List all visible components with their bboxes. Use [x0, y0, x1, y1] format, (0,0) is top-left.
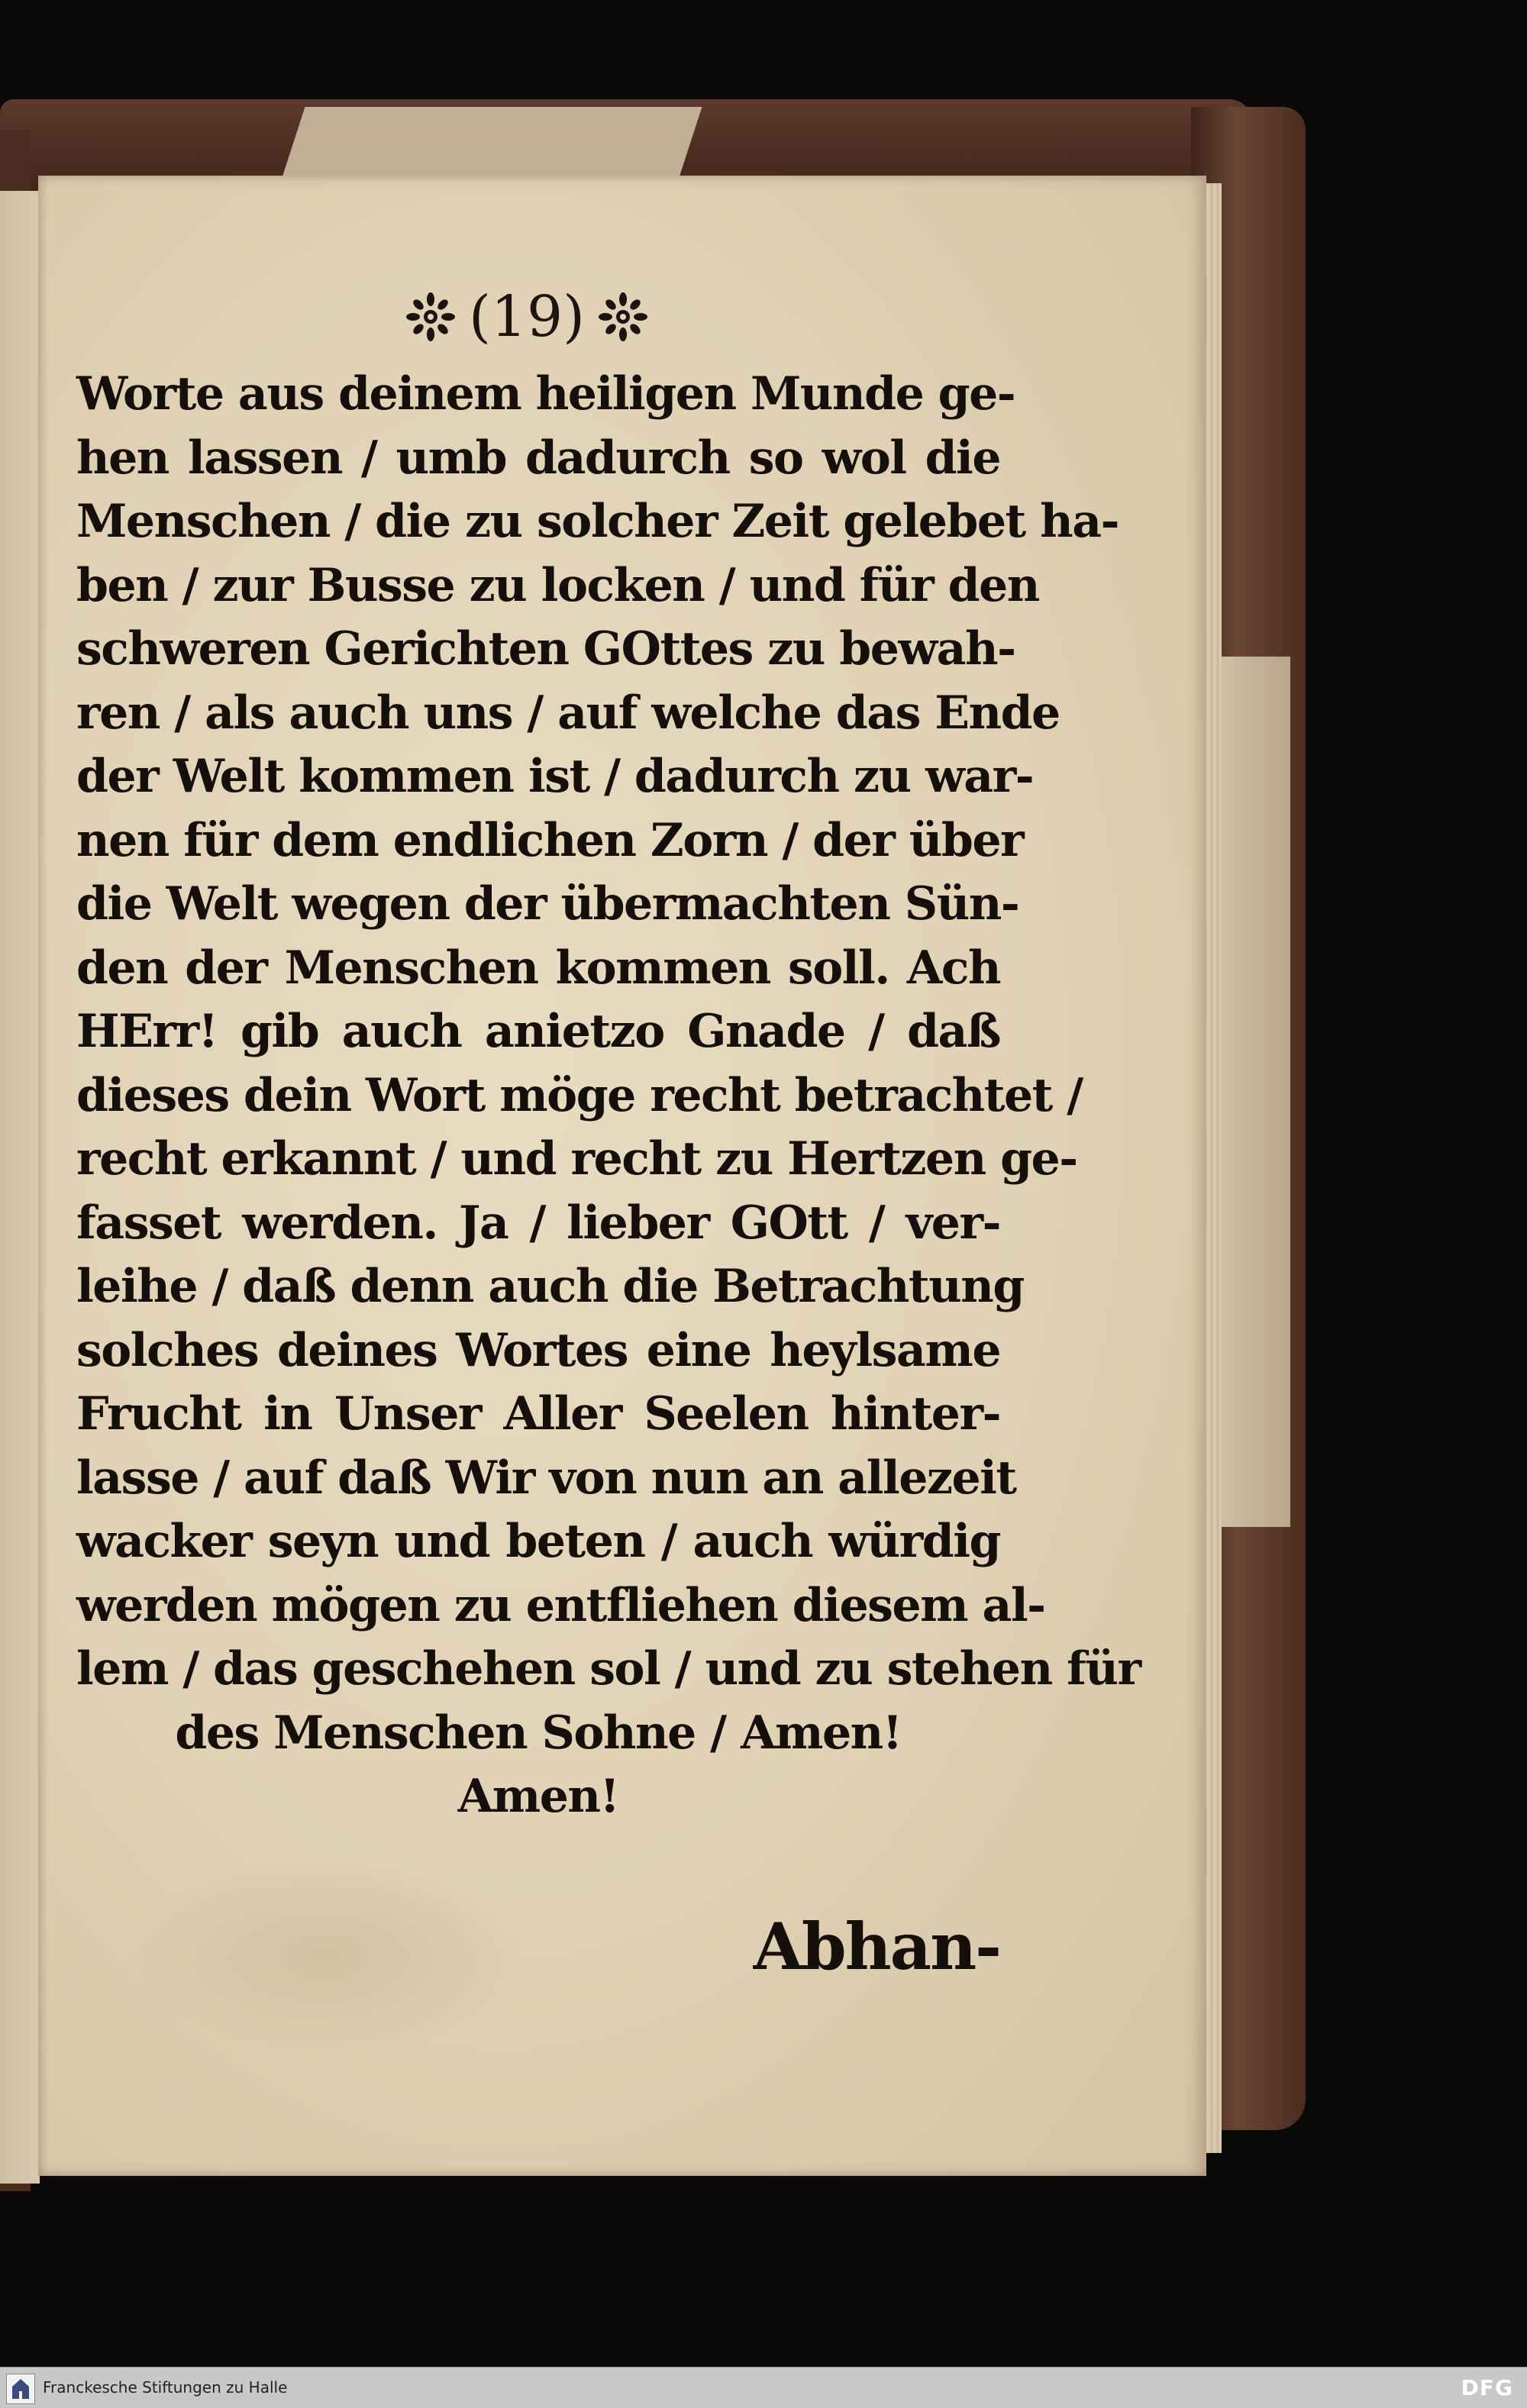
text-line: nen für dem endlichen Zorn / der über [76, 813, 1024, 867]
text-line: der Welt kommen ist / dadurch zu war- [76, 750, 1034, 803]
viewer-footer [0, 2367, 1527, 2408]
text-line: Worte aus deinem heiligen Munde ge- [76, 367, 1015, 421]
text-line: die Welt wegen der übermachten Sün- [76, 877, 1019, 931]
institution-name: Franckesche Stiftungen zu Halle [43, 2378, 288, 2397]
catchword: Abhan- [753, 1909, 1000, 1984]
text-line: HErr! gib auch anietzo Gnade / daß [76, 1005, 1000, 1058]
running-head [374, 275, 680, 359]
text-line: fasset werden. Ja / lieber GOtt / ver- [76, 1196, 1000, 1250]
text-line: lasse / auf daß Wir von nun an allezeit [76, 1451, 1016, 1505]
text-line: leihe / daß denn auch die Betrachtung [76, 1260, 1024, 1313]
text-line: recht erkannt / und recht zu Hertzen ge- [76, 1132, 1077, 1186]
institution-logo-icon [6, 2374, 35, 2404]
closing-line: des Menschen Sohne / Amen! [175, 1706, 902, 1760]
text-line: hen lassen / umb dadurch so wol die [76, 431, 1000, 485]
closing-line: Amen! [457, 1770, 619, 1823]
page-number: (19) [469, 284, 585, 350]
body-text [76, 363, 1141, 1829]
show-through-stain [130, 1855, 527, 2054]
paper-strip [1222, 657, 1290, 1527]
text-line: wacker seyn und beten / auch würdig [76, 1515, 1000, 1568]
right-ornament-icon [599, 292, 647, 341]
text-line: werden mögen zu entfliehen diesem al- [76, 1578, 1045, 1632]
text-line: dieses dein Wort möge recht betrachtet / [76, 1068, 1083, 1122]
dfg-logo: DFG [1461, 2375, 1513, 2400]
text-line: solches deines Wortes eine heylsame [76, 1323, 1000, 1377]
text-line: ren / als auch uns / auf welche das Ende [76, 686, 1060, 740]
text-line: den der Menschen kommen soll. Ach [76, 941, 1000, 995]
text-line: schweren Gerichten GOttes zu bewah- [76, 622, 1015, 676]
text-line: Menschen / die zu solcher Zeit gelebet ha- [76, 495, 1119, 548]
text-line: lem / das geschehen sol / und zu stehen für [76, 1642, 1141, 1696]
facing-page-edge [0, 191, 40, 2184]
text-line: ben / zur Busse zu locken / und für den [76, 558, 1039, 612]
text-line: Frucht in Unser Aller Seelen hinter- [76, 1387, 1000, 1441]
left-ornament-icon [406, 292, 455, 341]
